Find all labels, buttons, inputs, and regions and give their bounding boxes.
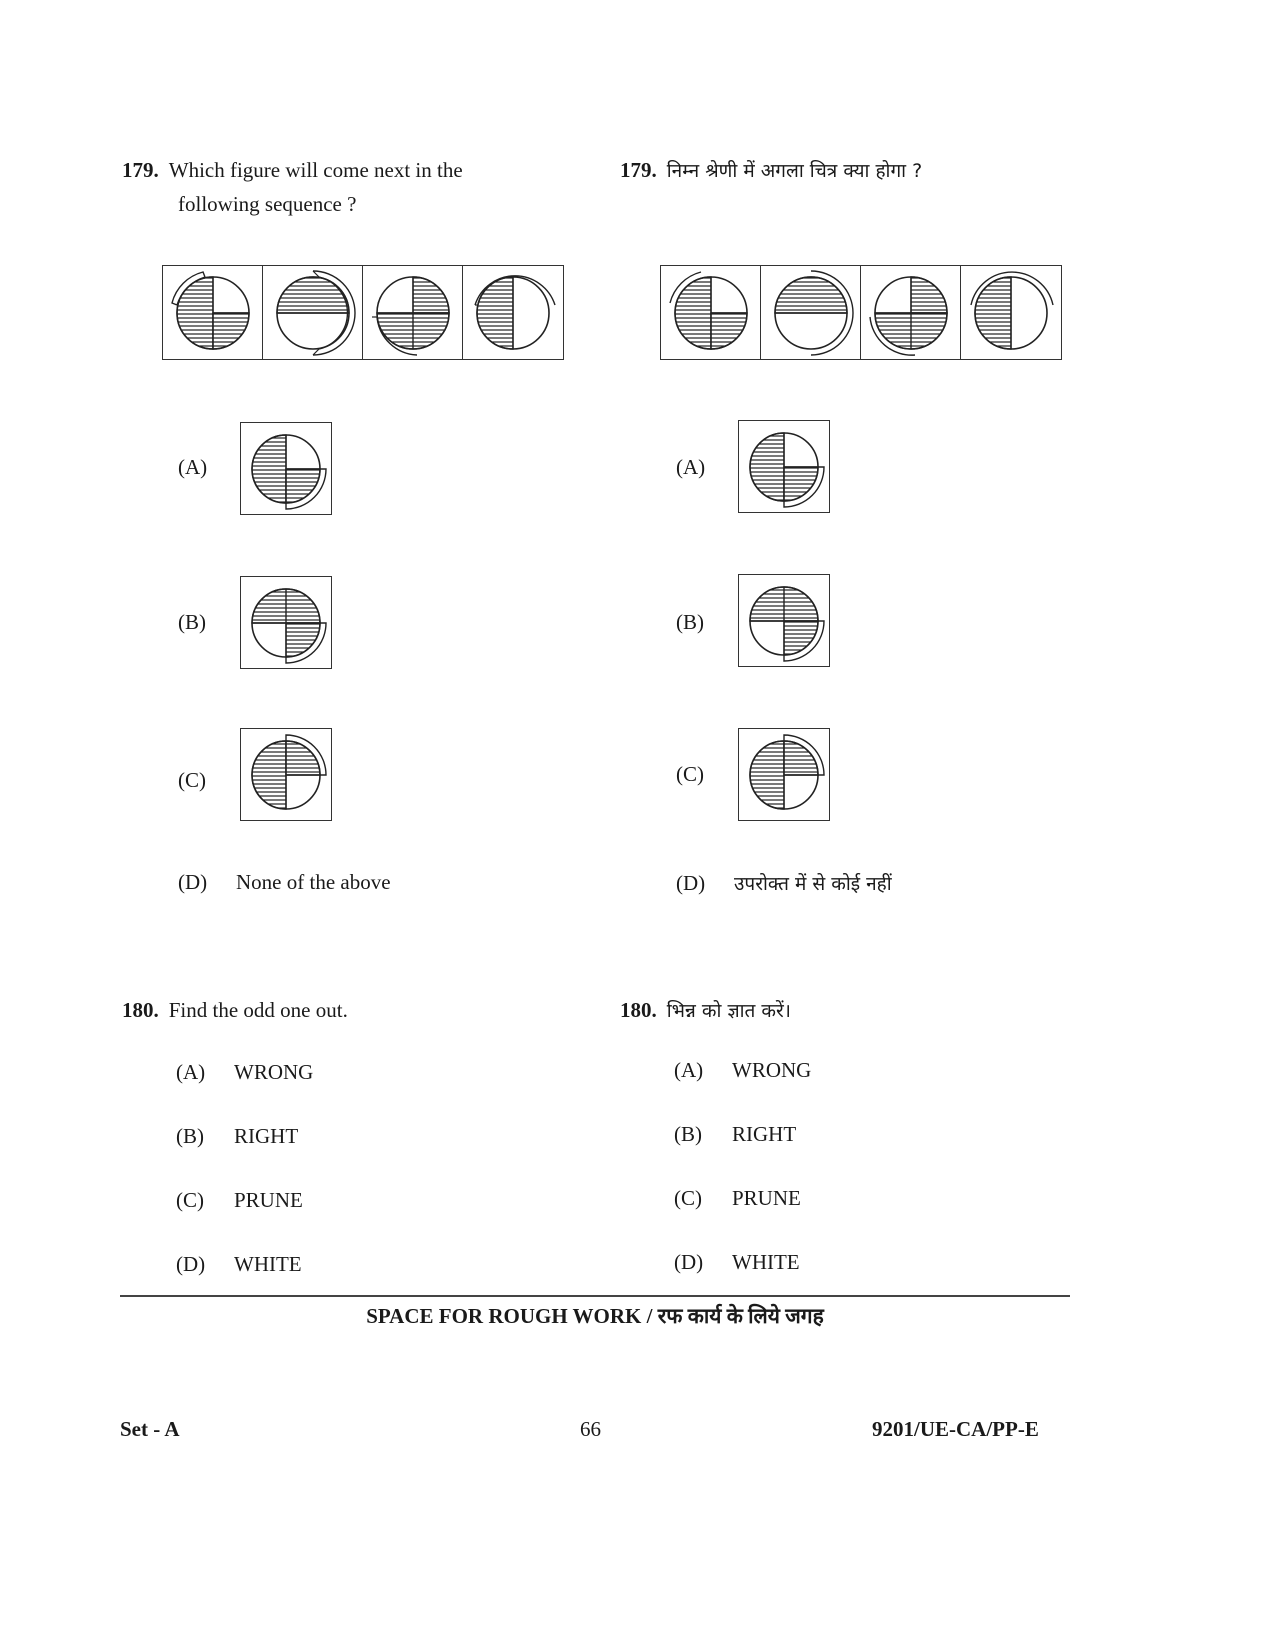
option-b-figure-english[interactable] bbox=[240, 576, 332, 669]
option-label: (D) bbox=[674, 1250, 704, 1274]
sequence-figures-english bbox=[162, 265, 564, 360]
option-text: PRUNE bbox=[732, 1186, 801, 1210]
question-text-hindi: भिन्न को ज्ञात करें। bbox=[666, 1000, 791, 1022]
question-179-hindi bbox=[620, 153, 922, 188]
option-c-figure-english[interactable] bbox=[240, 728, 332, 821]
question-text: Find the odd one out. bbox=[168, 998, 348, 1022]
question-180-hindi bbox=[620, 993, 791, 1028]
option-label: (A) bbox=[176, 1060, 206, 1084]
sequence-figure-3 bbox=[363, 266, 463, 359]
option-d-text: None of the above bbox=[236, 870, 391, 894]
option-b-figure-hindi[interactable] bbox=[738, 574, 830, 667]
option-label: (C) bbox=[674, 1186, 702, 1210]
sequence-figure-1 bbox=[661, 266, 761, 359]
q180-option-c-hindi[interactable] bbox=[674, 1186, 801, 1211]
option-text: WRONG bbox=[234, 1060, 314, 1084]
q180-option-a-hindi[interactable] bbox=[674, 1058, 811, 1083]
option-label: (B) bbox=[176, 1124, 204, 1148]
option-label: (A) bbox=[674, 1058, 704, 1082]
option-b-label-hindi[interactable]: (B) bbox=[676, 610, 704, 634]
rough-work-divider bbox=[120, 1295, 1070, 1297]
option-text: WHITE bbox=[732, 1250, 800, 1274]
option-text: PRUNE bbox=[234, 1188, 303, 1212]
question-number: 180. bbox=[122, 998, 159, 1022]
option-c-label-english[interactable]: (C) bbox=[178, 768, 206, 792]
option-a-label-english[interactable]: (A) bbox=[178, 455, 208, 479]
sequence-figure-2 bbox=[263, 266, 363, 359]
question-text-line2: following sequence ? bbox=[178, 192, 357, 216]
q180-option-a-english[interactable] bbox=[176, 1060, 313, 1085]
option-a-figure-english[interactable] bbox=[240, 422, 332, 515]
sequence-figure-1 bbox=[163, 266, 263, 359]
question-179-english bbox=[122, 153, 463, 221]
rough-work-text: SPACE FOR ROUGH WORK / रफ कार्य के लिये जगह bbox=[366, 1304, 824, 1328]
option-c-label-hindi[interactable]: (C) bbox=[676, 762, 704, 786]
option-c-figure-hindi[interactable] bbox=[738, 728, 830, 821]
option-text: WRONG bbox=[732, 1058, 812, 1082]
option-d-english[interactable] bbox=[178, 870, 391, 895]
q180-option-b-hindi[interactable] bbox=[674, 1122, 796, 1147]
option-label: (B) bbox=[674, 1122, 702, 1146]
sequence-figure-4 bbox=[463, 266, 563, 359]
option-d-hindi[interactable] bbox=[676, 870, 892, 896]
sequence-figure-3 bbox=[861, 266, 961, 359]
question-text-hindi: निम्न श्रेणी में अगला चित्र क्या होगा ? bbox=[666, 160, 923, 182]
q180-option-d-english[interactable] bbox=[176, 1252, 302, 1277]
option-d-text: उपरोक्त में से कोई नहीं bbox=[734, 873, 892, 895]
set-label: Set - A bbox=[120, 1417, 180, 1441]
option-d-label: (D) bbox=[178, 870, 208, 894]
question-number: 179. bbox=[122, 158, 159, 182]
option-text: RIGHT bbox=[234, 1124, 299, 1148]
option-label: (C) bbox=[176, 1188, 204, 1212]
option-a-label-hindi[interactable]: (A) bbox=[676, 455, 706, 479]
page-number: 66 bbox=[580, 1417, 601, 1441]
option-a-figure-hindi[interactable] bbox=[738, 420, 830, 513]
paper-code: 9201/UE-CA/PP-E bbox=[872, 1417, 1039, 1441]
question-number: 180. bbox=[620, 998, 657, 1022]
option-text: RIGHT bbox=[732, 1122, 797, 1146]
question-number: 179. bbox=[620, 158, 657, 182]
q180-option-c-english[interactable] bbox=[176, 1188, 303, 1213]
sequence-figure-4 bbox=[961, 266, 1061, 359]
q180-option-d-hindi[interactable] bbox=[674, 1250, 800, 1275]
sequence-figure-2 bbox=[761, 266, 861, 359]
question-text-line1: Which figure will come next in the bbox=[168, 158, 463, 182]
option-d-label: (D) bbox=[676, 871, 706, 895]
option-label: (D) bbox=[176, 1252, 206, 1276]
option-text: WHITE bbox=[234, 1252, 302, 1276]
rough-work-label bbox=[0, 1302, 1190, 1330]
sequence-figures-hindi bbox=[660, 265, 1062, 360]
q180-option-b-english[interactable] bbox=[176, 1124, 298, 1149]
option-b-label-english[interactable]: (B) bbox=[178, 610, 206, 634]
question-180-english bbox=[122, 993, 348, 1027]
